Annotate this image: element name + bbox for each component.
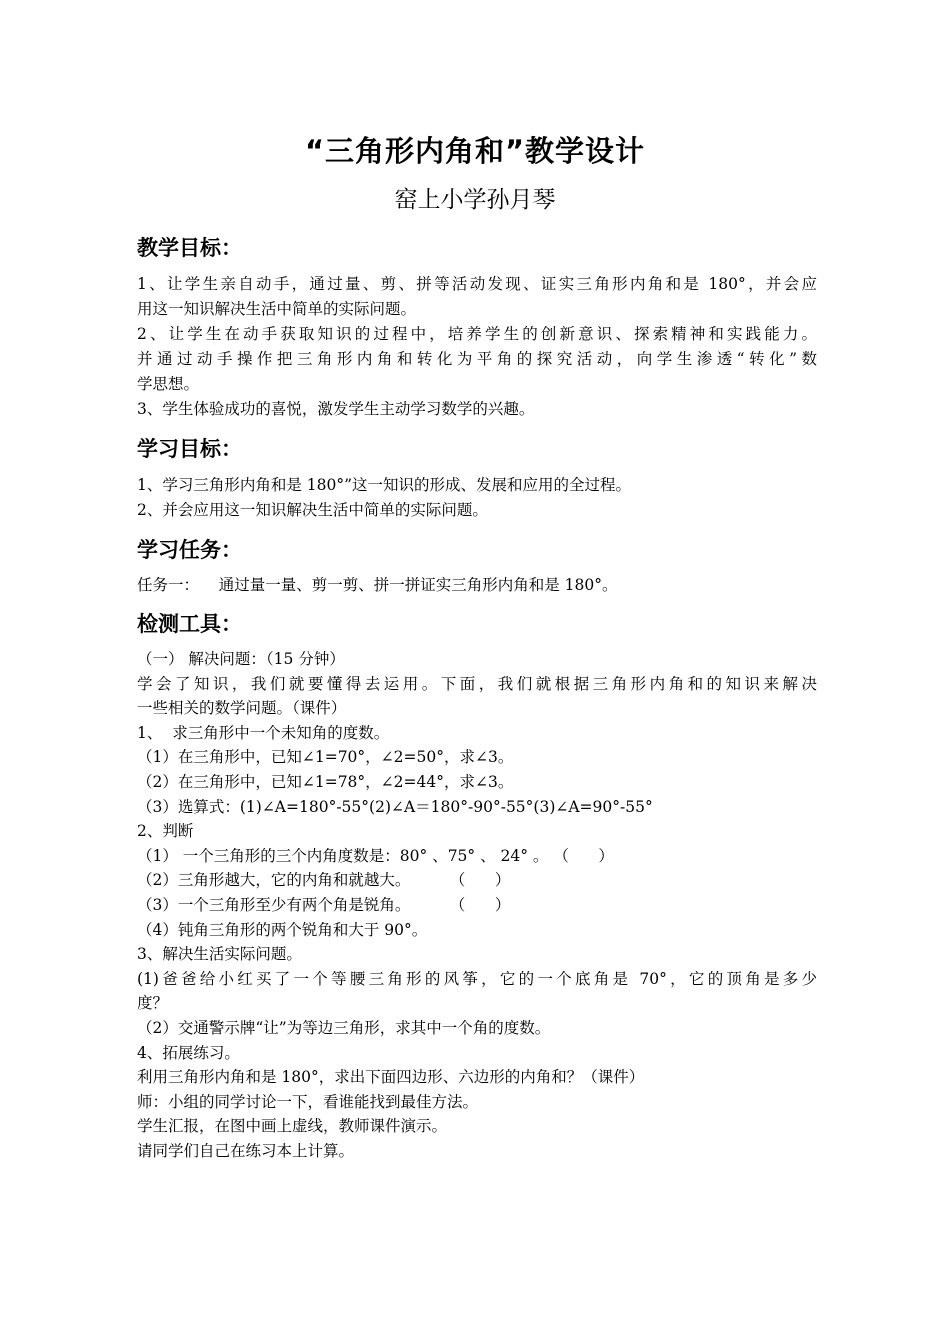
paragraph-line: 2、并会应用这一知识解决生活中简单的实际问题。 [137,501,488,519]
paragraph-line: （3）选算式：(1)∠A=180°-55°(2)∠A＝180°-90°-55°(3)∠A=90°-55° [137,797,653,816]
paragraph-line: 4、拓展练习。 [137,1043,240,1062]
paragraph-line: 1、让学生亲自动手，通过量、剪、拼等活动发现、证实三角形内角和是 180°，并会应 [137,275,817,293]
section-heading-assessment-tools: 检测工具： [137,612,242,636]
section-heading-learning-goals: 学习目标： [137,437,242,461]
paragraph-line: 1、 求三角形中一个未知角的度数。 [137,723,390,742]
paragraph-line: 1、学习三角形内角和是 180°”这一知识的形成、发展和应用的全过程。 [137,476,632,494]
paragraph-line: 度？ [137,994,169,1013]
paragraph-line: 任务一： 通过量一量、剪一剪、拼一拼证实三角形内角和是 180°。 [137,576,618,594]
paragraph-line: 一些相关的数学问题。（课件） [137,699,347,718]
paragraph-line: （1） 一个三角形的三个内角度数是：80° 、75° 、 24° 。 （ ） [137,846,614,865]
paragraph-line: 请同学们自己在练习本上计算。 [137,1142,355,1160]
paragraph-line: 2、判断 [137,822,194,841]
paragraph-line: （2）交通警示牌“让”为等边三角形，求其中一个角的度数。 [137,1019,551,1037]
paragraph-line: （一） 解决问题：（15 分钟） [137,650,345,668]
paragraph-line: （2）在三角形中，已知∠1=78°，∠2=44°，求∠3。 [137,773,514,791]
paragraph-line: 3、学生体验成功的喜悦，激发学生主动学习数学的兴趣。 [137,400,535,418]
paragraph-line: (1)爸爸给小红买了一个等腰三角形的风筝，它的一个底角是 70°，它的顶角是多少 [137,969,817,988]
document-author: 窑上小学孙月琴 [394,187,556,213]
paragraph-line: 学生汇报，在图中画上虚线，教师课件演示。 [137,1117,448,1136]
paragraph-line: 3、解决生活实际问题。 [137,945,302,964]
paragraph-line: 师：小组的同学讨论一下，看谁能找到最佳方法。 [137,1092,479,1111]
paragraph-line: （3）一个三角形至少有两个角是锐角。 （ ） [137,896,511,914]
paragraph-line: 2、让学生在动手获取知识的过程中，培养学生的创新意识、探索精神和实践能力。 [137,325,817,343]
paragraph-line: 学会了知识，我们就要懂得去运用。下面，我们就根据三角形内角和的知识来解决 [137,674,817,693]
paragraph-line: 利用三角形内角和是 180°，求出下面四边形、六边形的内角和？（课件） [137,1068,645,1087]
paragraph-line: （2）三角形越大，它的内角和就越大。 （ ） [137,871,511,890]
section-heading-teaching-goals: 教学目标： [137,236,242,260]
paragraph-line: 学思想。 [137,375,200,393]
paragraph-line: 用这一知识解决生活中简单的实际问题。 [137,300,417,318]
document-title: “三角形内角和”教学设计 [304,134,646,168]
paragraph-line: （1）在三角形中，已知∠1=70°，∠2=50°，求∠3。 [137,748,514,767]
section-heading-learning-tasks: 学习任务： [137,538,242,562]
paragraph-line: 并通过动手操作把三角形内角和转化为平角的探究活动，向学生渗透“转化”数 [137,350,817,368]
paragraph-line: （4）钝角三角形的两个锐角和大于 90°。 [137,920,428,939]
